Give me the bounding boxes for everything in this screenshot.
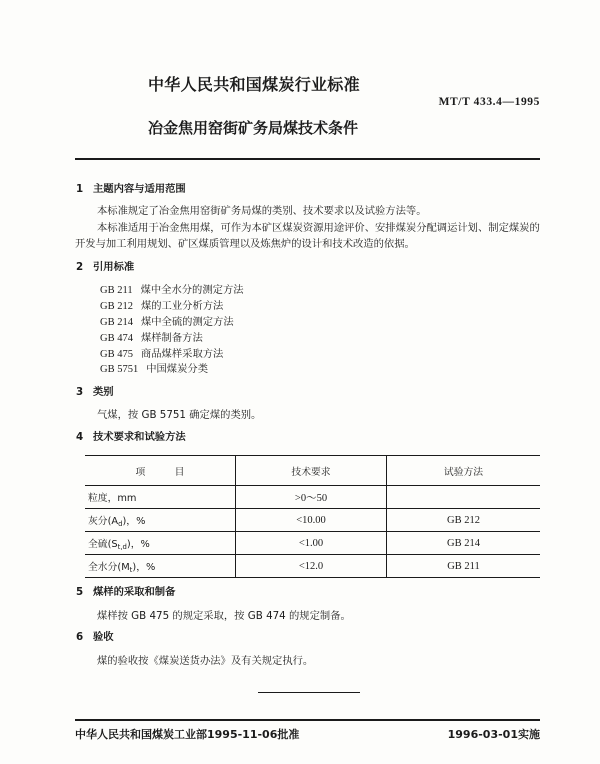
- section-number: 6: [76, 631, 84, 643]
- table-header-cell: 试验方法: [387, 456, 541, 486]
- org-title: 中华人民共和国煤炭行业标准: [148, 75, 360, 94]
- reference-item: [100, 284, 244, 298]
- item-label: 灰分(A: [88, 515, 119, 527]
- reference-code: GB 475: [100, 349, 133, 360]
- item-subscript: t,d: [117, 542, 127, 551]
- table-header-row: [85, 456, 540, 486]
- table-cell-item: [85, 486, 236, 509]
- table-cell-method: [387, 486, 541, 509]
- item-unit: )，%: [122, 515, 146, 527]
- footer-effective: 1996-03-01实施: [447, 728, 540, 741]
- reference-code: GB 211: [100, 285, 133, 296]
- spec-table: [85, 455, 540, 578]
- table-header-cell: 项目: [85, 456, 236, 486]
- reference-item: [100, 348, 223, 362]
- section-number: 5: [76, 586, 84, 598]
- table-cell-requirement: <10.00: [236, 509, 387, 532]
- item-subscript: t: [129, 565, 133, 574]
- title-rule: [75, 158, 540, 160]
- section-title: 类别: [93, 386, 114, 398]
- footer-rule: [75, 719, 540, 721]
- section-number: 1: [76, 183, 84, 195]
- table-cell-method: GB 214: [387, 532, 541, 555]
- table-cell-item: [85, 555, 236, 578]
- item-label: 全水分(M: [88, 561, 130, 573]
- table-cell-requirement: <12.0: [236, 555, 387, 578]
- section-title: 引用标准: [93, 261, 135, 273]
- table-cell-item: [85, 532, 236, 555]
- paragraph-line: 本标准规定了冶金焦用窑街矿务局煤的类别、技术要求以及试验方法等。: [97, 205, 427, 217]
- section-title: 验收: [93, 631, 114, 643]
- footer-approval: 中华人民共和国煤炭工业部1995-11-06批准: [75, 728, 300, 741]
- item-unit: )，%: [126, 538, 150, 550]
- item-label: 全硫(S: [88, 538, 118, 550]
- reference-title: 商品煤样采取方法: [140, 348, 224, 360]
- reference-title: 煤中全硫的测定方法: [140, 316, 234, 328]
- reference-item: [100, 300, 223, 314]
- table-row: [85, 555, 540, 578]
- reference-code: GB 5751: [100, 364, 139, 375]
- table-cell-method: GB 212: [387, 509, 541, 532]
- reference-title: 煤中全水分的测定方法: [140, 284, 244, 296]
- reference-code: GB 214: [100, 317, 133, 328]
- section-number: 3: [76, 386, 84, 398]
- reference-item: [100, 332, 203, 346]
- table-cell-requirement: >0～50: [236, 486, 387, 509]
- document-title: 冶金焦用窑街矿务局煤技术条件: [148, 119, 359, 137]
- table-cell-method: GB 211: [387, 555, 541, 578]
- reference-title: 煤样制备方法: [140, 332, 203, 344]
- paragraph-line: 煤样按 GB 475 的规定采取，按 GB 474 的规定制备。: [97, 610, 351, 622]
- table-row: [85, 532, 540, 555]
- item-subscript: d: [118, 519, 123, 528]
- reference-item: [100, 316, 234, 330]
- reference-item: [100, 363, 208, 377]
- reference-code: GB 474: [100, 333, 133, 344]
- section-number: 4: [76, 431, 84, 443]
- paragraph-line: 煤的验收按《煤炭送货办法》及有关规定执行。: [97, 655, 314, 667]
- section-title: 主题内容与适用范围: [93, 183, 186, 195]
- section-title: 煤样的采取和制备: [93, 586, 176, 598]
- section-title: 技术要求和试验方法: [93, 431, 186, 443]
- paragraph-line: 开发与加工利用规划、矿区煤质管理以及炼焦炉的设计和技术改造的依据。: [75, 238, 415, 250]
- standard-code: MT/T 433.4—1995: [438, 96, 540, 108]
- section-number: 2: [76, 261, 84, 273]
- reference-code: GB 212: [100, 301, 133, 312]
- table-row: [85, 509, 540, 532]
- table-header-cell: 技术要求: [236, 456, 387, 486]
- reference-title: 煤的工业分析方法: [140, 300, 224, 312]
- reference-title: 中国煤炭分类: [146, 363, 208, 375]
- item-unit: )，%: [132, 561, 156, 573]
- paragraph-line: 本标准适用于冶金焦用煤，可作为本矿区煤炭资源用途评价、安排煤炭分配调运计划、制定煤炭的: [97, 222, 540, 234]
- table-row: [85, 486, 540, 509]
- table-cell-requirement: <1.00: [236, 532, 387, 555]
- end-rule: [258, 692, 360, 693]
- table-cell-item: [85, 509, 236, 532]
- item-label: 粒度，mm: [88, 492, 137, 504]
- paragraph-line: 气煤，按 GB 5751 确定煤的类别。: [97, 409, 262, 421]
